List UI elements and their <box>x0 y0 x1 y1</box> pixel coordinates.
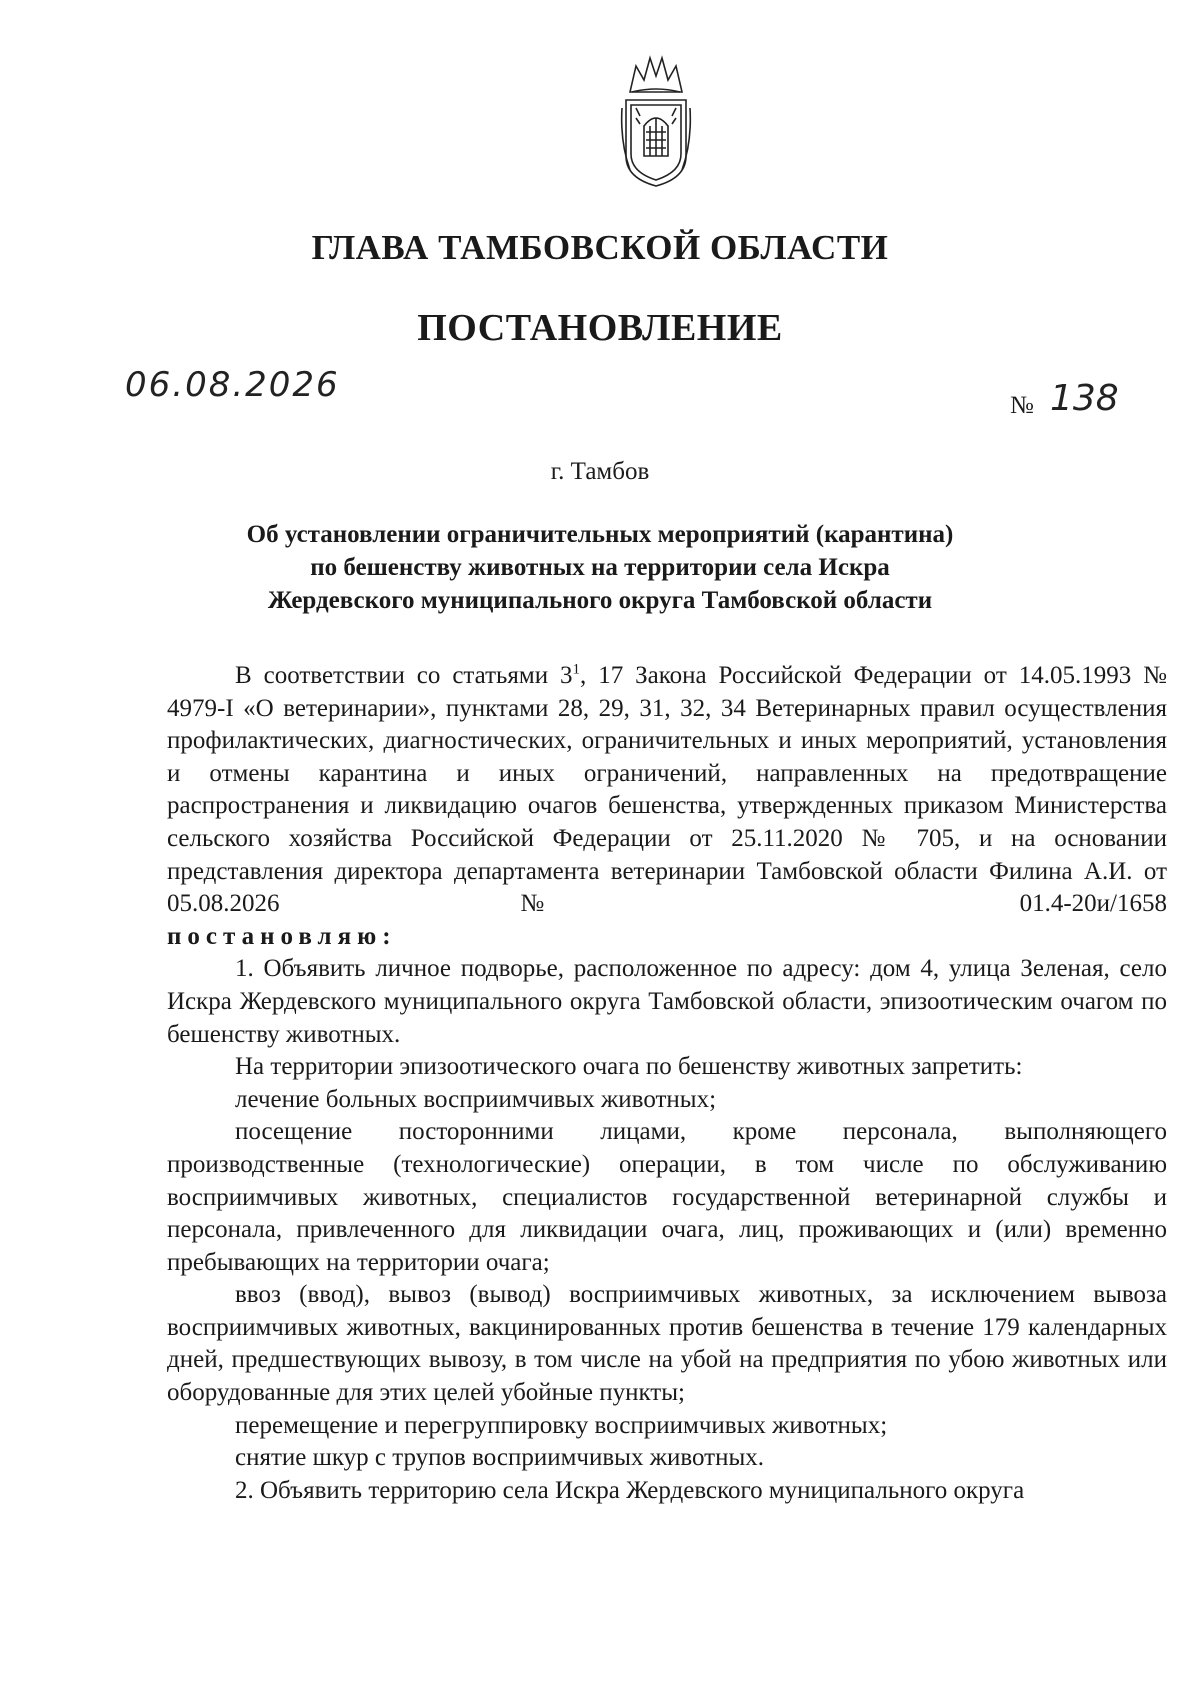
paragraph-prohibit-regrouping: перемещение и перегруппировку восприимчивых животных; <box>235 1411 888 1439</box>
paragraph-prohibit-visits: посещение посторонними лицами, кроме персонала, выполняющего производственные (технологические) операции, в том числе по обслуживанию восприимчивых животных, специалистов государственной ветеринарной службы и персонала, привлеченного для ликвидации очага, лиц, проживающих и (или) временно пребывающих на территории очага; <box>167 1118 1167 1276</box>
handwritten-number: 138 <box>1050 378 1119 419</box>
paragraph-1: 1. Объявить личное подворье, расположенное по адресу: дом 4, улица Зеленая, село Искра Жердевского муниципального округа Тамбовской области, эпизоотическим очагом по бешенству животных. <box>167 955 1167 1048</box>
title-line: Об установлении ограничительных мероприятий (карантина) <box>246 521 954 548</box>
city-line: г. Тамбов <box>550 458 650 485</box>
decree-word: постановляю: <box>167 922 397 950</box>
coat-of-arms-emblem <box>618 52 694 190</box>
handwritten-date: 06.08.2026 <box>125 365 340 405</box>
document-type-heading: ПОСТАНОВЛЕНИЕ <box>417 307 783 349</box>
title-line: по бешенству животных на территории села Искра <box>310 554 890 581</box>
paragraph-prohibit-intro: На территории эпизоотического очага по бешенству животных запретить: <box>235 1053 1023 1081</box>
preamble-text-part2: , 17 Закона Российской Федерации от 14.05.1993 № 4979-I «О ветеринарии», пунктами 28, 29, 31, 32, 34 Ветеринарных правил осуществления профилактических, диагностических, ограничительных и иных мероприятий, установления и отмены карантина и иных ограничений, направленных на предотвращение распространения и ликвидацию очагов бешенства, утвержденных приказом Министерства сельского хозяйства Российской Федерации от 25.11.2020 № 705, и на основании представления директора департамента ветеринарии Тамбовской области Филина А.И. от 05.08.2026 № 01.4-20и/1658 <box>167 662 1167 918</box>
organization-heading: ГЛАВА ТАМБОВСКОЙ ОБЛАСТИ <box>311 228 889 267</box>
document-title <box>170 518 1030 617</box>
document-body <box>167 660 1167 1507</box>
preamble-text-part1: В соответствии со статьями 3 <box>235 662 573 689</box>
preamble-paragraph <box>167 660 1167 921</box>
paragraph-prohibit-skinning: снятие шкур с трупов восприимчивых животных. <box>235 1444 765 1472</box>
paragraph-prohibit-transport: ввоз (ввод), вывоз (вывод) восприимчивых животных, за исключением вывоза восприимчивых животных, вакцинированных против бешенства в течение 179 календарных дней, предшествующих вывозу, в том числе на убой на предприятия по убою животных или оборудованные для этих целей убойные пункты; <box>167 1281 1167 1407</box>
number-label: № <box>1010 392 1034 419</box>
paragraph-2: 2. Объявить территорию села Искра Жердевского муниципального округа <box>235 1476 1025 1504</box>
title-line: Жердевского муниципального округа Тамбовской области <box>267 587 933 614</box>
superscript: 1 <box>572 661 581 678</box>
paragraph-prohibit-treatment: лечение больных восприимчивых животных; <box>235 1085 717 1113</box>
